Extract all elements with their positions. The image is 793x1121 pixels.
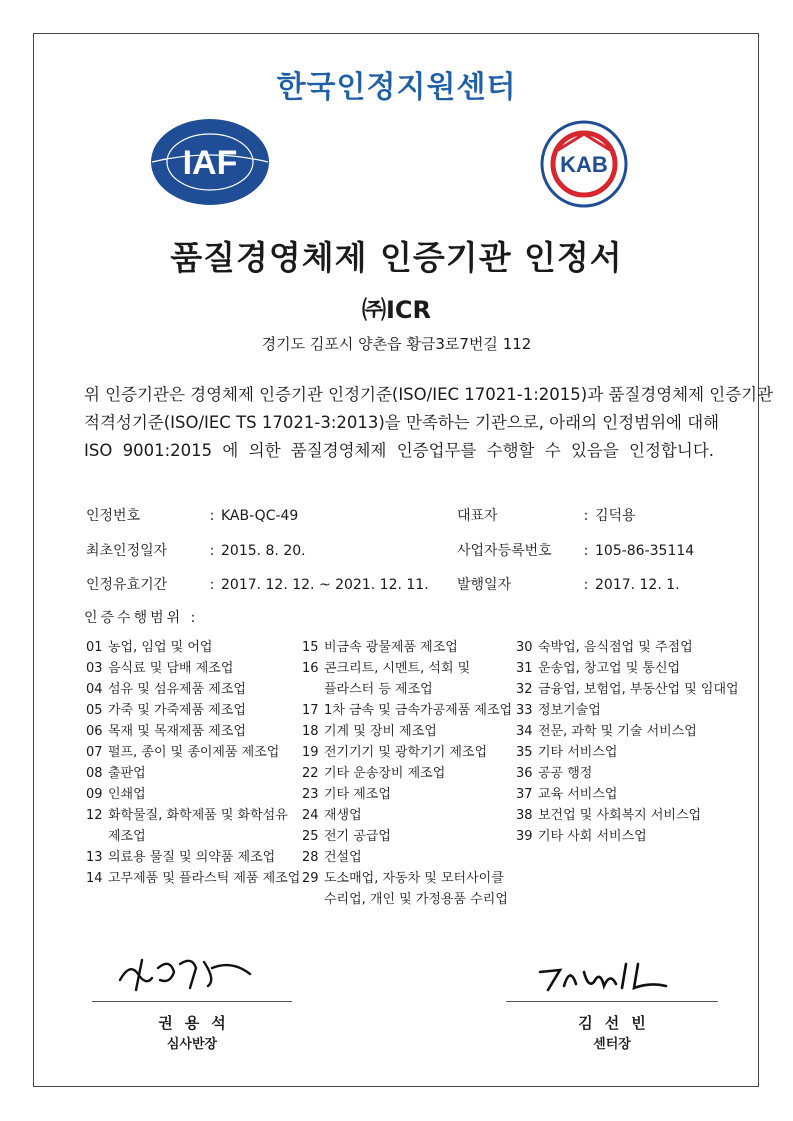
- scope-text: 출판업: [108, 766, 146, 781]
- representative-name: 김덕용: [595, 508, 636, 524]
- scope-item: [302, 721, 512, 742]
- scope-item: [86, 679, 300, 700]
- scope-text: 건설업: [324, 850, 362, 865]
- scope-item: [516, 721, 739, 742]
- scope-text: 전문, 과학 및 기술 서비스업: [538, 724, 697, 739]
- scope-item: [302, 658, 512, 700]
- scope-text: 펄프, 종이 및 종이제품 제조업: [108, 745, 280, 760]
- scope-column-2: [302, 637, 512, 910]
- scope-item: [86, 742, 300, 763]
- scope-code: 34: [516, 724, 533, 739]
- issuer-org-name: 한국인정지원센터: [276, 70, 517, 105]
- scope-text: 섬유 및 섬유제품 제조업: [108, 682, 246, 697]
- scope-code: 09: [86, 787, 103, 802]
- representative-row: 대표자 : 김덕용: [457, 505, 636, 525]
- certificate-title: 품질경영체제 인증기관 인정서: [170, 238, 623, 277]
- signature-right: [530, 958, 680, 996]
- scope-text: 목재 및 목재제품 제조업: [108, 724, 246, 739]
- scope-code: 07: [86, 745, 103, 760]
- scope-code: 39: [516, 829, 533, 844]
- scope-text: 기계 및 장비 제조업: [324, 724, 437, 739]
- scope-code: 36: [516, 766, 533, 781]
- scope-text: 기타 사회 서비스업: [538, 829, 647, 844]
- scope-text: 의료용 물질 및 의약품 제조업: [108, 850, 276, 865]
- scope-code: 06: [86, 724, 103, 739]
- scope-code: 37: [516, 787, 533, 802]
- info-label: 대표자: [457, 508, 498, 524]
- scope-code: 31: [516, 661, 533, 676]
- signature-line-right: [506, 1001, 718, 1002]
- scope-text: 농업, 임업 및 어업: [108, 640, 213, 655]
- signatory-name-left: 권용석: [158, 1014, 238, 1032]
- accreditation-number: KAB-QC-49: [221, 508, 299, 524]
- scope-text: 기타 운송장비 제조업: [324, 766, 446, 781]
- scope-item: [86, 700, 300, 721]
- scope-code: 08: [86, 766, 103, 781]
- scope-item: [86, 805, 300, 847]
- scope-title: 인증수행범위 :: [84, 610, 199, 626]
- scope-text: 보건업 및 사회복지 서비스업: [538, 808, 702, 823]
- info-label: 사업자등록번호: [457, 543, 552, 559]
- scope-item: [302, 784, 512, 805]
- scope-item: [86, 658, 300, 679]
- scope-code: 35: [516, 745, 533, 760]
- scope-code: 05: [86, 703, 103, 718]
- scope-text: 교육 서비스업: [538, 787, 618, 802]
- kab-logo-text: KAB: [560, 152, 608, 177]
- scope-item: [302, 805, 512, 826]
- scope-item: [302, 742, 512, 763]
- scope-item: [516, 826, 739, 847]
- scope-item: [516, 784, 739, 805]
- scope-code: 33: [516, 703, 533, 718]
- issue-date-row: 발행일자 : 2017. 12. 1.: [457, 574, 680, 594]
- scope-item: [302, 700, 512, 721]
- signatory-role-right: 센터장: [593, 1037, 631, 1052]
- initial-accreditation-date: 2015. 8. 20.: [221, 543, 306, 559]
- scope-item: [516, 805, 739, 826]
- scope-item: [302, 868, 512, 910]
- iaf-logo: [150, 118, 270, 206]
- scope-text: 도소매업, 자동차 및 모터사이클 수리업, 개인 및 가정용품 수리업: [324, 871, 508, 907]
- scope-item: [86, 637, 300, 658]
- scope-item: [86, 721, 300, 742]
- scope-item: [302, 763, 512, 784]
- scope-item: [516, 679, 739, 700]
- scope-code: 30: [516, 640, 533, 655]
- scope-text: 화학물질, 화학제품 및 화학섬유 제조업: [108, 808, 288, 844]
- signatory-name-right: 김선빈: [578, 1014, 658, 1032]
- validity-period: 2017. 12. 12. ~ 2021. 12. 11.: [221, 577, 429, 593]
- info-label: 인정유효기간: [86, 577, 168, 593]
- scope-item: [516, 658, 739, 679]
- scope-item: [302, 637, 512, 658]
- company-address: 경기도 김포시 양촌읍 황금3로7번길 112: [261, 335, 532, 353]
- scope-text: 인쇄업: [108, 787, 146, 802]
- scope-code: 15: [302, 640, 319, 655]
- scope-text: 기타 서비스업: [538, 745, 618, 760]
- signature-line-left: [92, 1001, 292, 1002]
- scope-item: [516, 763, 739, 784]
- scope-item: [86, 784, 300, 805]
- scope-text: 숙박업, 음식점업 및 주점업: [538, 640, 693, 655]
- scope-column-1: [86, 637, 300, 889]
- scope-code: 03: [86, 661, 103, 676]
- scope-code: 04: [86, 682, 103, 697]
- initial-accreditation-date-row: 최초인정일자 : 2015. 8. 20.: [86, 540, 306, 560]
- scope-code: 16: [302, 661, 319, 676]
- scope-text: 공공 행정: [538, 766, 593, 781]
- accreditation-number-row: 인정번호 : KAB-QC-49: [86, 505, 298, 525]
- scope-code: 23: [302, 787, 319, 802]
- accreditation-statement: [84, 381, 774, 465]
- scope-text: 전기 공급업: [324, 829, 391, 844]
- scope-item: [516, 637, 739, 658]
- scope-code: 14: [86, 871, 103, 886]
- scope-code: 17: [302, 703, 319, 718]
- scope-text: 기타 제조업: [324, 787, 391, 802]
- scope-item: [516, 742, 739, 763]
- statement-line: ISO 9001:2015 에 의한 품질경영체제 인증업무를 수행할 수 있음을 인정합니다.: [84, 441, 714, 460]
- scope-text: 운송업, 창고업 및 통신업: [538, 661, 681, 676]
- scope-code: 22: [302, 766, 319, 781]
- company-name: ㈜ICR: [361, 296, 432, 324]
- scope-item: [86, 763, 300, 784]
- scope-text: 비금속 광물제품 제조업: [324, 640, 458, 655]
- validity-period-row: 인정유효기간 : 2017. 12. 12. ~ 2021. 12. 11.: [86, 574, 429, 594]
- kab-logo: [528, 120, 640, 208]
- iaf-logo-text: IAF: [182, 144, 238, 182]
- scope-text: 정보기술업: [538, 703, 601, 718]
- scope-code: 29: [302, 871, 319, 886]
- scope-code: 13: [86, 850, 103, 865]
- scope-code: 01: [86, 640, 103, 655]
- scope-code: 24: [302, 808, 319, 823]
- info-label: 최초인정일자: [86, 543, 168, 559]
- scope-text: 1차 금속 및 금속가공제품 제조업: [324, 703, 513, 718]
- business-number: 105-86-35114: [595, 543, 695, 559]
- scope-code: 28: [302, 850, 319, 865]
- signature-left: [112, 950, 262, 996]
- scope-text: 음식료 및 담배 제조업: [108, 661, 234, 676]
- scope-code: 25: [302, 829, 319, 844]
- certificate-border: [33, 33, 774, 1087]
- info-label: 발행일자: [457, 577, 512, 593]
- business-number-row: 사업자등록번호 : 105-86-35114: [457, 540, 694, 560]
- statement-line: 위 인증기관은 경영체제 인증기관 인정기준(ISO/IEC 17021-1:2015)과 품질경영체제 인증기관: [84, 385, 774, 404]
- scope-item: [302, 826, 512, 847]
- issue-date: 2017. 12. 1.: [595, 577, 680, 593]
- statement-line: 적격성기준(ISO/IEC TS 17021-3:2013)을 만족하는 기관으로, 아래의 인정범위에 대해: [84, 413, 720, 432]
- scope-item: [302, 847, 512, 868]
- scope-column-3: [516, 637, 739, 847]
- scope-item: [516, 700, 739, 721]
- scope-item: [86, 847, 300, 868]
- scope-text: 금융업, 보험업, 부동산업 및 임대업: [538, 682, 739, 697]
- scope-code: 18: [302, 724, 319, 739]
- scope-code: 12: [86, 808, 103, 823]
- scope-item: [86, 868, 300, 889]
- signatory-role-left: 심사반장: [166, 1037, 218, 1052]
- info-label: 인정번호: [86, 508, 141, 524]
- scope-text: 전기기기 및 광학기기 제조업: [324, 745, 488, 760]
- scope-code: 19: [302, 745, 319, 760]
- scope-text: 콘크리트, 시멘트, 석회 및 플라스터 등 제조업: [324, 661, 471, 697]
- scope-text: 고무제품 및 플라스틱 제품 제조업: [108, 871, 301, 886]
- scope-code: 38: [516, 808, 533, 823]
- scope-text: 가죽 및 가죽제품 제조업: [108, 703, 246, 718]
- scope-code: 32: [516, 682, 533, 697]
- scope-text: 재생업: [324, 808, 362, 823]
